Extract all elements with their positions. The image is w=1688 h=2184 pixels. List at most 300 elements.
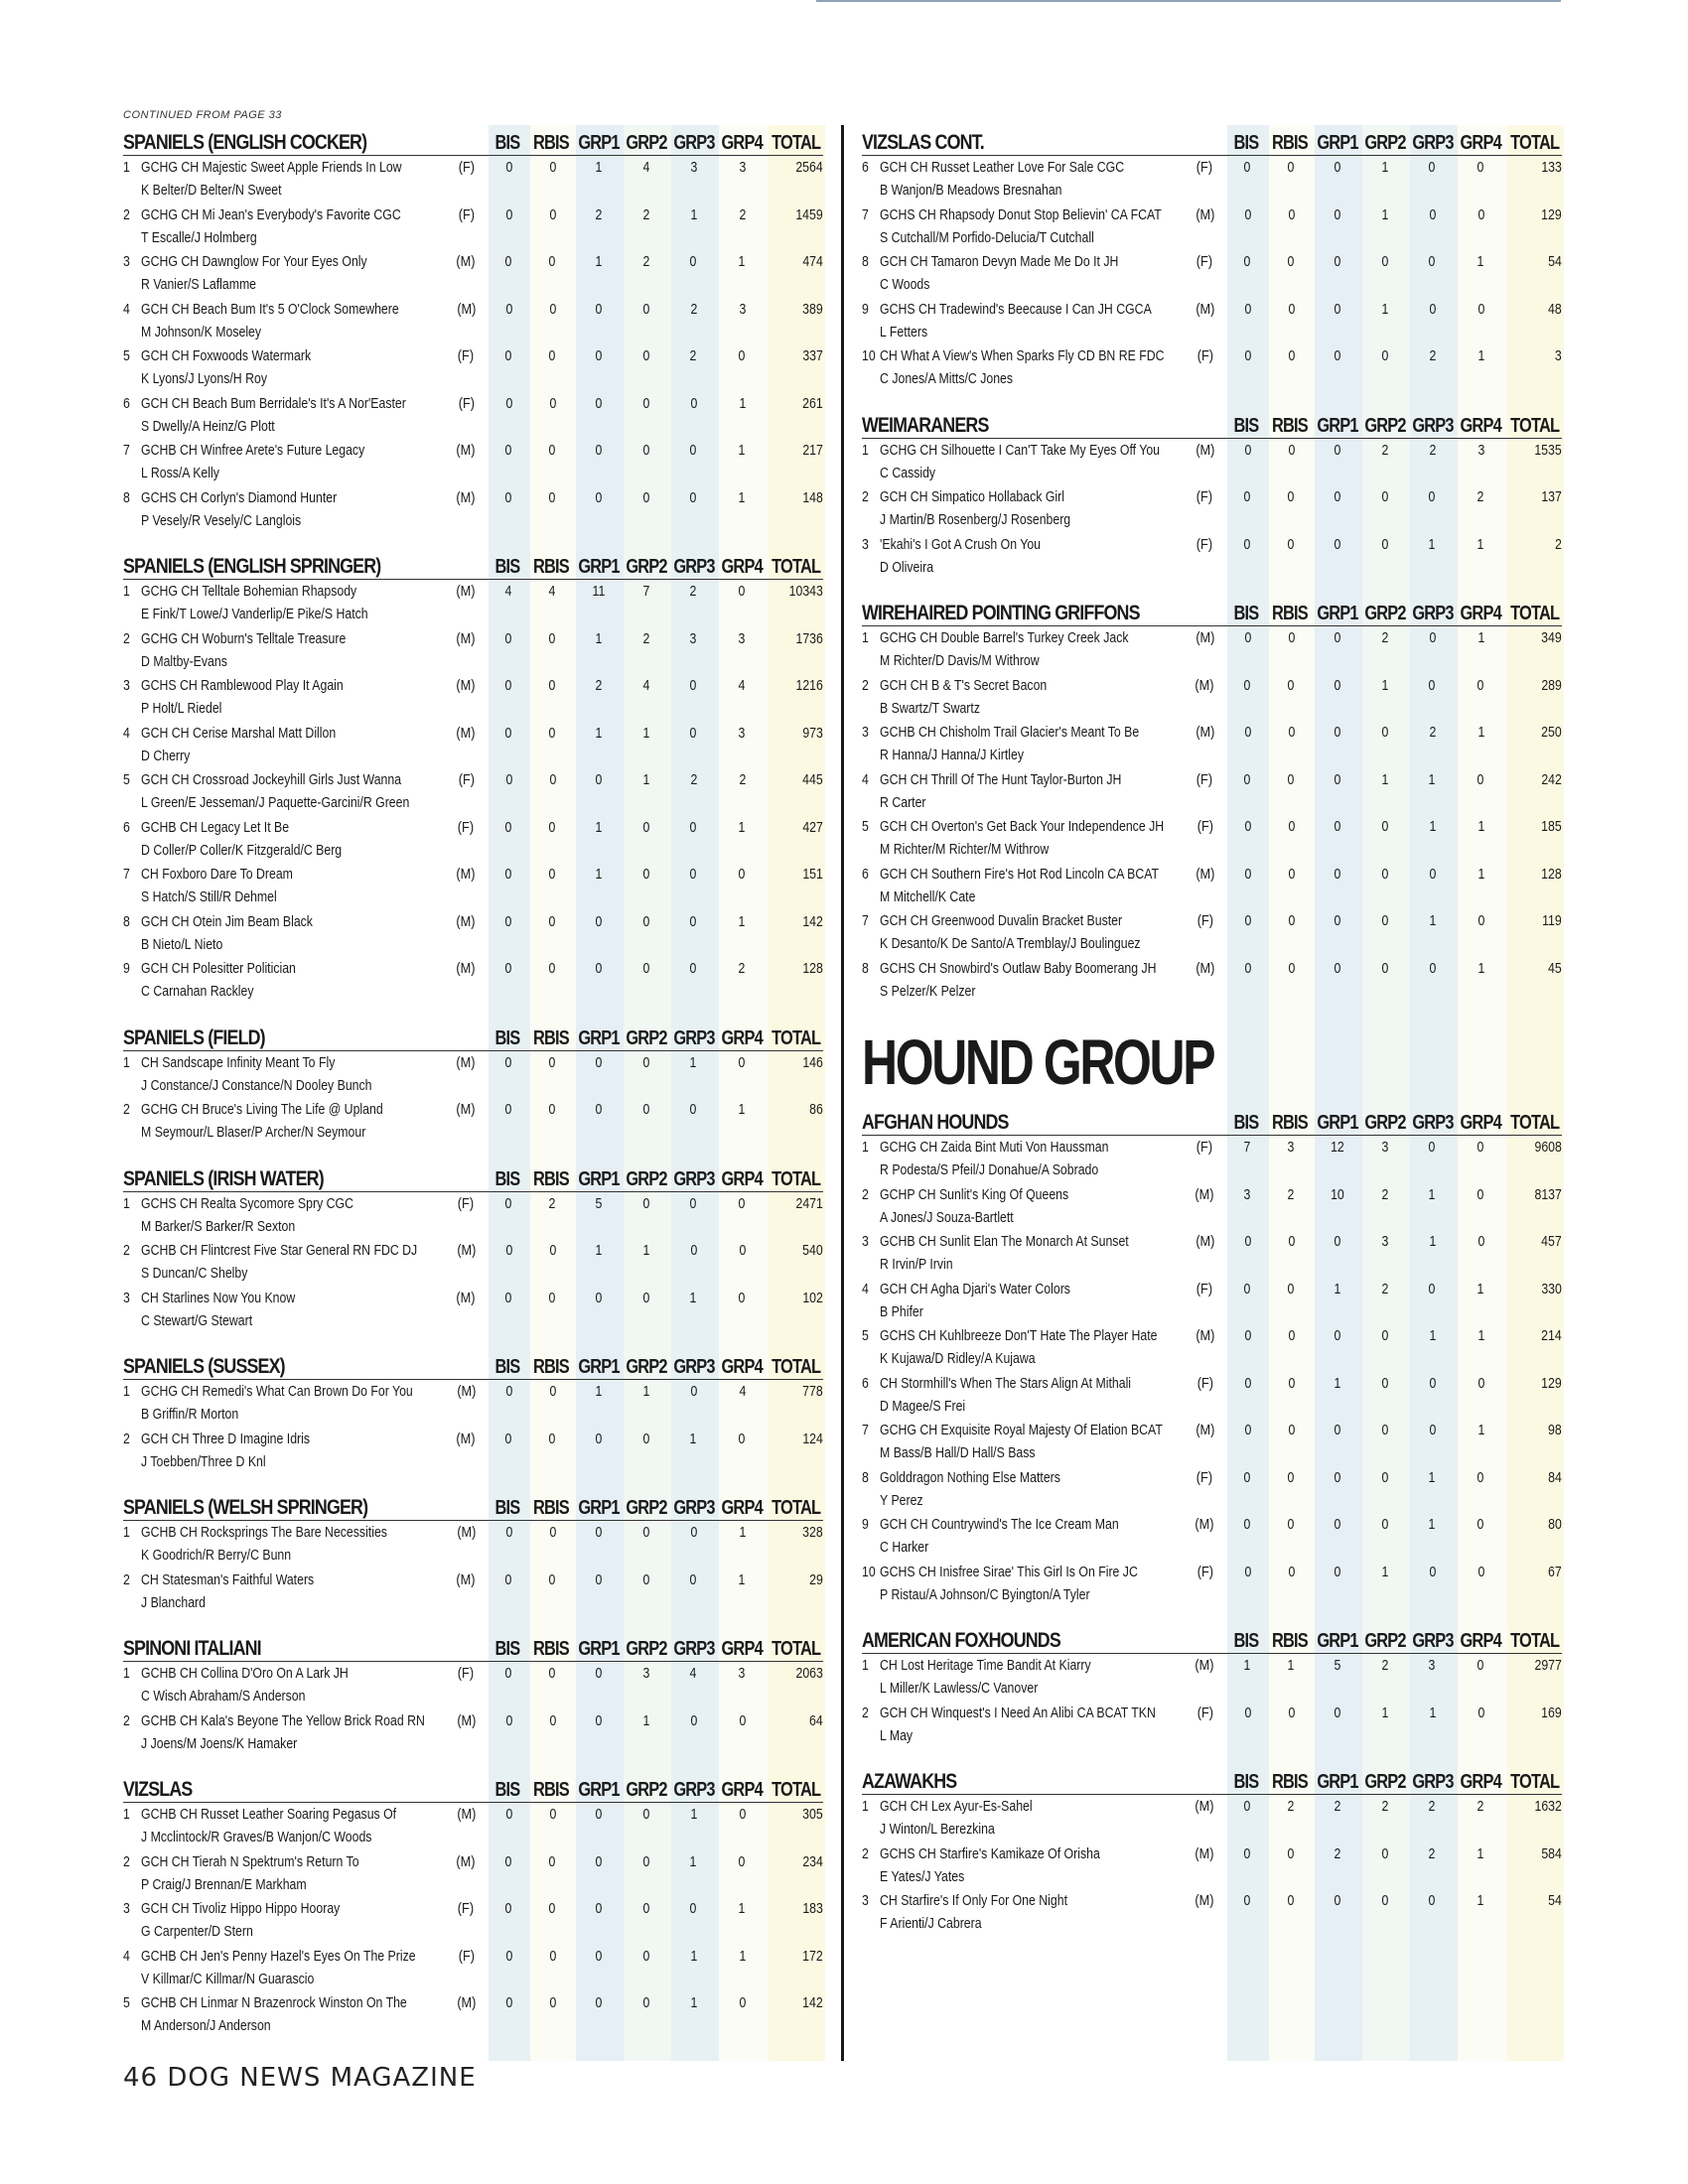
stat-grp1: 1 [595, 1383, 603, 1400]
dog-line [862, 159, 1124, 176]
table-row [862, 815, 1562, 863]
stat-rbis: 0 [1288, 1233, 1295, 1250]
owner-names: C Cassidy [880, 464, 936, 481]
dog-entry [862, 485, 1125, 533]
dog-entry [123, 156, 402, 204]
stat-grp1: 11 [592, 583, 606, 600]
stat-grp2: 0 [1381, 347, 1389, 364]
stat-grp1: 0 [1334, 1422, 1341, 1438]
stat-grp1: 0 [1334, 724, 1341, 741]
stat-grp1: 10 [1330, 1185, 1344, 1203]
table-row [862, 1324, 1562, 1372]
stat-bis: 0 [504, 629, 512, 647]
owner-names: M Anderson/J Anderson [141, 2017, 271, 2034]
owner-names: D Magee/S Frei [880, 1397, 966, 1415]
dog-entry [862, 1561, 1138, 1608]
dog-sex: (M) [1196, 1422, 1215, 1438]
column-header-grp1: GRP1 [578, 1167, 620, 1190]
stat-grp3: 0 [1429, 959, 1437, 977]
dog-sex: (M) [1195, 1516, 1214, 1533]
stat-total: 328 [802, 1524, 823, 1541]
table-row [862, 250, 1562, 298]
breed-name: AZAWAKHS [862, 1770, 957, 1793]
stat-total: 29 [809, 1570, 823, 1588]
stat-total: 445 [802, 771, 823, 788]
dog-name: GCHG CH Zaida Bint Muti Von Haussman [880, 1139, 1109, 1156]
top-rule [816, 0, 1561, 2]
stat-grp2: 0 [642, 1947, 650, 1965]
stat-total: 2471 [795, 1194, 823, 1212]
dog-name: GCHG CH Telltale Bohemian Rhapsody [141, 583, 357, 600]
dog-name: GCHG CH Remedi's What Can Brown Do For You [141, 1383, 413, 1400]
stat-grp4: 0 [738, 347, 746, 364]
stat-total: 86 [809, 1101, 823, 1118]
stat-grp4: 1 [738, 488, 746, 506]
stat-rbis: 0 [1288, 865, 1295, 883]
column-header-grp3: GRP3 [1412, 1630, 1454, 1652]
breed-section [862, 596, 1562, 1004]
column-header-rbis: RBIS [1272, 1112, 1309, 1134]
dog-line [123, 1853, 359, 1870]
dog-sex: (M) [1195, 1185, 1214, 1203]
rank-number: 1 [123, 1383, 130, 1400]
dog-name: GCHG CH Woburn's Telltale Treasure [141, 629, 347, 647]
column-header-grp1: GRP1 [578, 1356, 620, 1378]
dog-name: CH Starfire's If Only For One Night [880, 1892, 1067, 1909]
dog-line [123, 1431, 310, 1447]
stat-grp4: 2 [739, 771, 746, 788]
stat-grp2: 0 [1381, 1516, 1388, 1533]
column-header-total: TOTAL [1510, 1771, 1560, 1793]
stat-grp2: 0 [642, 1852, 649, 1870]
stat-grp4: 3 [738, 629, 746, 647]
stat-grp2: 0 [642, 912, 649, 930]
dog-name: GCHB CH Russet Leather Soaring Pegasus Of [141, 1806, 397, 1823]
dog-sex: (M) [456, 1101, 476, 1118]
dog-line [862, 1657, 1091, 1674]
dog-sex: (M) [456, 442, 476, 459]
stat-bis: 0 [1243, 676, 1251, 694]
owner-names: J Mcclintock/R Graves/B Wanjon/C Woods [141, 1829, 372, 1845]
dog-name: GCH CH Simpatico Hollaback Girl [880, 488, 1064, 505]
stat-rbis: 0 [1288, 629, 1295, 646]
owner-names: S Duncan/C Shelby [141, 1265, 248, 1282]
column-header-rbis: RBIS [1272, 603, 1309, 624]
stat-total: 129 [1541, 205, 1562, 223]
stat-rbis: 0 [549, 1242, 556, 1259]
stat-rbis: 0 [1288, 300, 1295, 318]
dog-entry [123, 439, 386, 486]
column-header-grp3: GRP3 [1412, 414, 1454, 437]
column-header-grp1: GRP1 [1317, 1771, 1358, 1793]
owner-names: C Stewart/G Stewart [141, 1311, 253, 1329]
owner-names: J Constance/J Constance/N Dooley Bunch [141, 1076, 372, 1094]
table-row [862, 1843, 1562, 1890]
dog-entry [123, 344, 386, 392]
table-row [123, 204, 823, 251]
rank-number: 2 [123, 1242, 130, 1259]
dog-entry [862, 1654, 1125, 1702]
stat-grp2: 2 [1381, 1280, 1388, 1297]
table-row [862, 1419, 1562, 1466]
stat-bis: 3 [1243, 1185, 1251, 1203]
stat-bis: 0 [505, 1947, 513, 1965]
column-header-grp4: GRP4 [1460, 414, 1501, 437]
stat-grp4: 0 [738, 1053, 746, 1071]
owner-names: K Lyons/J Lyons/H Roy [141, 370, 267, 387]
stat-total: 129 [1541, 1374, 1562, 1392]
dog-entry [123, 910, 386, 958]
stat-bis: 0 [1244, 818, 1252, 835]
stat-grp4: 0 [739, 1994, 746, 2011]
dog-line [123, 960, 296, 977]
stat-total: 102 [802, 1289, 823, 1306]
stat-grp4: 0 [738, 1430, 746, 1447]
breed-name: SPANIELS (ENGLISH SPRINGER) [123, 555, 381, 578]
column-header-grp2: GRP2 [1364, 603, 1406, 624]
table-row [123, 1239, 823, 1287]
owner-names: V Killmar/C Killmar/N Guarascio [141, 1970, 315, 1987]
breed-section [862, 1764, 1562, 1937]
stat-bis: 0 [504, 912, 512, 930]
section-header [862, 1764, 1562, 1795]
stat-grp4: 0 [738, 1852, 746, 1870]
stat-rbis: 0 [1287, 1516, 1295, 1533]
stat-total: 172 [802, 1947, 823, 1965]
dog-entry [123, 1051, 386, 1099]
dog-name: GCHG CH Dawnglow For Your Eyes Only [141, 253, 367, 270]
dog-name: GCH CH Tivoliz Hippo Hippo Hooray [141, 1900, 341, 1917]
stat-grp3: 2 [690, 771, 698, 788]
stat-grp4: 1 [738, 253, 746, 270]
dog-entry [123, 1098, 386, 1146]
dog-name: GCHP CH Sunlit's King Of Queens [880, 1185, 1069, 1203]
rank-number: 3 [123, 1289, 130, 1306]
dog-sex: (M) [1195, 1892, 1214, 1909]
stat-grp2: 0 [1381, 253, 1388, 270]
stat-bis: 0 [505, 394, 513, 412]
stat-rbis: 0 [1287, 488, 1295, 505]
stat-bis: 0 [504, 1289, 512, 1306]
dog-name: GCH CH Countrywind's The Ice Cream Man [880, 1516, 1119, 1533]
dog-entry [862, 298, 1152, 345]
rank-number: 6 [862, 865, 869, 883]
rank-number: 10 [862, 347, 876, 364]
rank-number: 5 [123, 347, 130, 364]
dog-sex: (M) [456, 629, 476, 647]
owner-names: B Wanjon/B Meadows Bresnahan [880, 182, 1062, 199]
stat-rbis: 0 [1288, 1563, 1295, 1580]
stat-bis: 0 [1244, 1233, 1252, 1250]
dog-line [862, 866, 1159, 883]
table-row [862, 439, 1562, 486]
section-header [862, 1105, 1562, 1136]
dog-entry [862, 674, 1125, 722]
table-row [123, 1051, 823, 1099]
stat-bis: 0 [1244, 347, 1252, 364]
stat-grp2: 4 [642, 159, 650, 176]
section-header [862, 1623, 1562, 1654]
dog-name: CH Lost Heritage Time Bandit At Kiarry [880, 1657, 1091, 1674]
stat-total: 1216 [795, 677, 823, 694]
column-header-grp2: GRP2 [1364, 132, 1406, 154]
rank-number: 1 [862, 1798, 869, 1815]
breed-name: SPINONI ITALIANI [123, 1637, 261, 1660]
stat-grp3: 4 [689, 1665, 697, 1682]
stat-grp1: 0 [1334, 441, 1341, 459]
stat-rbis: 0 [549, 771, 556, 788]
owner-names: M Barker/S Barker/R Sexton [141, 1217, 296, 1235]
owner-names: L Fetters [880, 323, 928, 341]
stat-rbis: 0 [549, 1524, 556, 1541]
breed-section [123, 125, 823, 533]
owner-names: L May [880, 1726, 914, 1744]
column-header-grp3: GRP3 [673, 1356, 715, 1378]
stat-grp2: 0 [642, 300, 650, 318]
stat-rbis: 0 [549, 205, 556, 223]
stat-grp4: 0 [1477, 1185, 1484, 1203]
stat-grp4: 1 [738, 912, 746, 930]
stat-rbis: 0 [549, 300, 556, 318]
stat-grp1: 0 [1334, 1563, 1341, 1580]
stat-rbis: 0 [548, 912, 556, 930]
stat-grp2: 3 [1381, 1139, 1388, 1156]
stat-grp1: 0 [595, 300, 603, 318]
dog-entry [123, 1850, 386, 1898]
stat-grp4: 1 [1477, 1844, 1484, 1862]
table-row [862, 1889, 1562, 1937]
stat-bis: 0 [504, 442, 512, 459]
left-column [123, 109, 823, 2055]
stat-grp1: 0 [595, 1524, 603, 1541]
dog-entry [123, 250, 386, 298]
table-row [862, 1513, 1562, 1561]
stat-bis: 4 [504, 583, 512, 600]
column-header-bis: BIS [494, 132, 520, 154]
stat-grp1: 0 [595, 771, 603, 788]
stat-grp3: 0 [689, 488, 697, 506]
dog-sex: (M) [456, 1570, 476, 1588]
dog-entry [862, 863, 1160, 910]
dog-entry [862, 768, 1125, 816]
owner-names: R Podesta/S Pfeil/J Donahue/A Sobrado [880, 1161, 1099, 1178]
stat-grp3: 1 [1429, 1704, 1437, 1721]
table-row [862, 1136, 1562, 1183]
stat-bis: 0 [505, 771, 513, 788]
stat-grp1: 2 [595, 677, 603, 694]
table-row [862, 957, 1562, 1005]
table-row [862, 1561, 1562, 1608]
dog-name: GCHB CH Sunlit Elan The Monarch At Sunset [880, 1233, 1129, 1250]
rank-number: 6 [123, 818, 130, 836]
stat-grp3: 2 [1429, 724, 1437, 741]
stat-bis: 1 [1243, 1657, 1251, 1674]
dog-sex: (F) [458, 394, 476, 412]
stat-grp2: 0 [1381, 912, 1389, 929]
column-header-bis: BIS [1233, 1771, 1259, 1793]
dog-name: CH Starlines Now You Know [141, 1289, 296, 1306]
table-row [862, 1183, 1562, 1231]
stat-bis: 0 [1243, 770, 1251, 788]
rank-number: 10 [862, 1563, 876, 1580]
rank-number: 1 [123, 1524, 130, 1541]
column-header-grp3: GRP3 [1412, 603, 1454, 624]
dog-name: GCHB CH Chisholm Trail Glacier's Meant To Be [880, 724, 1140, 741]
stat-grp3: 0 [689, 1900, 697, 1917]
breed-section [123, 1631, 823, 1756]
rank-number: 3 [862, 1892, 869, 1909]
stat-total: 2977 [1534, 1657, 1562, 1674]
column-header-grp3: GRP3 [673, 556, 715, 578]
continued-note: CONTINUED FROM PAGE 33 [123, 109, 282, 121]
stat-rbis: 0 [549, 1383, 556, 1400]
dog-entry [123, 1897, 386, 1945]
table-row [862, 204, 1562, 251]
stat-grp3: 1 [1429, 1327, 1437, 1344]
stat-total: 305 [802, 1806, 823, 1823]
owner-names: M Johnson/K Moseley [141, 323, 262, 341]
stat-grp1: 0 [1334, 347, 1341, 364]
dog-sex: (F) [1196, 1374, 1214, 1392]
stat-grp1: 0 [1334, 253, 1341, 270]
rank-number: 5 [862, 818, 869, 835]
dog-name: GCHS CH Ramblewood Play It Again [141, 677, 344, 694]
dog-name: GCHB CH Legacy Let It Be [141, 818, 290, 836]
stat-grp3: 0 [690, 1242, 698, 1259]
stat-grp3: 0 [1428, 1892, 1436, 1909]
stat-total: 8137 [1534, 1185, 1562, 1203]
dog-entry [862, 1230, 1129, 1278]
stat-grp1: 0 [1334, 535, 1341, 553]
stat-grp4: 1 [1477, 629, 1484, 646]
stat-grp4: 4 [739, 1383, 746, 1400]
stat-grp1: 1 [595, 866, 603, 883]
owner-names: B Phifer [880, 1302, 923, 1320]
owner-names: R Vanier/S Laflamme [141, 276, 257, 293]
stat-grp4: 0 [1477, 1233, 1484, 1250]
stat-grp2: 0 [642, 1524, 650, 1541]
dog-line [123, 1242, 417, 1259]
column-header-grp3: GRP3 [673, 1497, 715, 1519]
stat-grp3: 0 [1428, 488, 1436, 505]
column-header-grp3: GRP3 [1412, 1112, 1454, 1134]
stat-total: 778 [802, 1383, 823, 1400]
rank-number: 6 [862, 159, 869, 176]
page-footer: 46 DOG NEWS MAGAZINE [123, 2063, 477, 2093]
stat-total: 330 [1541, 1280, 1562, 1297]
stat-grp1: 0 [1334, 629, 1341, 646]
breed-section [123, 1490, 823, 1615]
dog-entry [862, 909, 1141, 957]
dog-line [862, 960, 1157, 977]
stat-grp1: 2 [595, 205, 603, 223]
owner-names: J Blanchard [141, 1593, 206, 1611]
stat-bis: 0 [504, 818, 512, 836]
stat-rbis: 0 [1287, 1468, 1295, 1486]
stat-grp4: 2 [739, 205, 746, 223]
stat-bis: 0 [504, 488, 512, 506]
stat-grp2: 0 [1381, 1844, 1388, 1862]
dog-line [862, 1375, 1131, 1392]
stat-grp3: 0 [1428, 159, 1436, 176]
stat-bis: 0 [505, 300, 513, 318]
stat-grp1: 0 [1334, 1516, 1341, 1533]
dog-line [123, 1994, 407, 2011]
dog-name: CH Statesman's Faithful Waters [141, 1570, 315, 1588]
stat-grp2: 0 [642, 1053, 649, 1071]
owner-names: R Hanna/J Hanna/J Kirtley [880, 747, 1024, 763]
stat-grp4: 3 [738, 724, 746, 742]
stat-bis: 0 [1244, 1327, 1252, 1344]
dog-sex: (F) [1196, 1563, 1214, 1580]
table-row [862, 533, 1562, 581]
dog-line [862, 442, 1160, 459]
rank-number: 2 [862, 488, 869, 505]
stat-total: 142 [802, 1994, 823, 2011]
stat-grp1: 0 [595, 912, 603, 930]
breed-name: SPANIELS (ENGLISH COCKER) [123, 131, 367, 154]
column-header-bis: BIS [1233, 1112, 1259, 1134]
column-header-grp4: GRP4 [721, 132, 763, 154]
stat-bis: 0 [1244, 205, 1252, 223]
stat-grp4: 0 [1477, 159, 1484, 176]
column-header-bis: BIS [494, 1638, 520, 1660]
stat-rbis: 0 [1287, 535, 1295, 553]
stat-rbis: 0 [1288, 912, 1295, 929]
stat-rbis: 0 [549, 1711, 556, 1729]
dog-name: GCHB CH Jen's Penny Hazel's Eyes On The Prize [141, 1947, 416, 1965]
rank-number: 8 [862, 253, 869, 270]
dog-sex: (M) [1196, 300, 1215, 318]
stat-grp2: 0 [1381, 535, 1388, 553]
stat-grp1: 0 [1334, 1468, 1341, 1486]
column-header-bis: BIS [494, 1497, 520, 1519]
dog-line [123, 1101, 383, 1118]
rank-number: 5 [123, 1994, 130, 2011]
column-header-bis: BIS [1233, 603, 1259, 624]
stat-bis: 0 [1243, 1798, 1251, 1815]
stat-bis: 0 [505, 1383, 513, 1400]
stat-grp3: 1 [690, 1806, 698, 1823]
owner-names: D Coller/P Coller/K Fitzgerald/C Berg [141, 841, 343, 859]
dog-name: GCH CH Cerise Marshal Matt Dillon [141, 724, 337, 742]
dog-sex: (F) [1196, 347, 1214, 364]
rank-number: 1 [123, 1053, 130, 1071]
stat-grp3: 2 [1428, 1798, 1436, 1815]
dog-name: GCH CH Russet Leather Love For Sale CGC [880, 159, 1125, 176]
dog-entry [862, 1183, 1125, 1231]
stat-rbis: 3 [1287, 1139, 1295, 1156]
dog-entry [123, 1380, 413, 1428]
dog-sex: (M) [456, 960, 476, 977]
table-row [123, 486, 823, 534]
rank-number: 1 [123, 583, 130, 600]
owner-names: S Hatch/S Still/R Dehmel [141, 888, 277, 905]
stat-grp4: 0 [1477, 1468, 1484, 1486]
stat-grp1: 2 [1334, 1798, 1341, 1815]
section-header [123, 1161, 823, 1192]
dog-sex: (M) [457, 1806, 477, 1823]
table-row [123, 250, 823, 298]
column-header-total: TOTAL [772, 1779, 821, 1801]
table-row [862, 674, 1562, 722]
stat-rbis: 0 [1287, 1892, 1295, 1909]
stat-rbis: 0 [1288, 724, 1295, 741]
stat-total: 45 [1548, 959, 1562, 977]
stat-grp1: 0 [595, 1289, 603, 1306]
column-header-total: TOTAL [772, 1026, 821, 1049]
stat-bis: 0 [504, 677, 512, 694]
